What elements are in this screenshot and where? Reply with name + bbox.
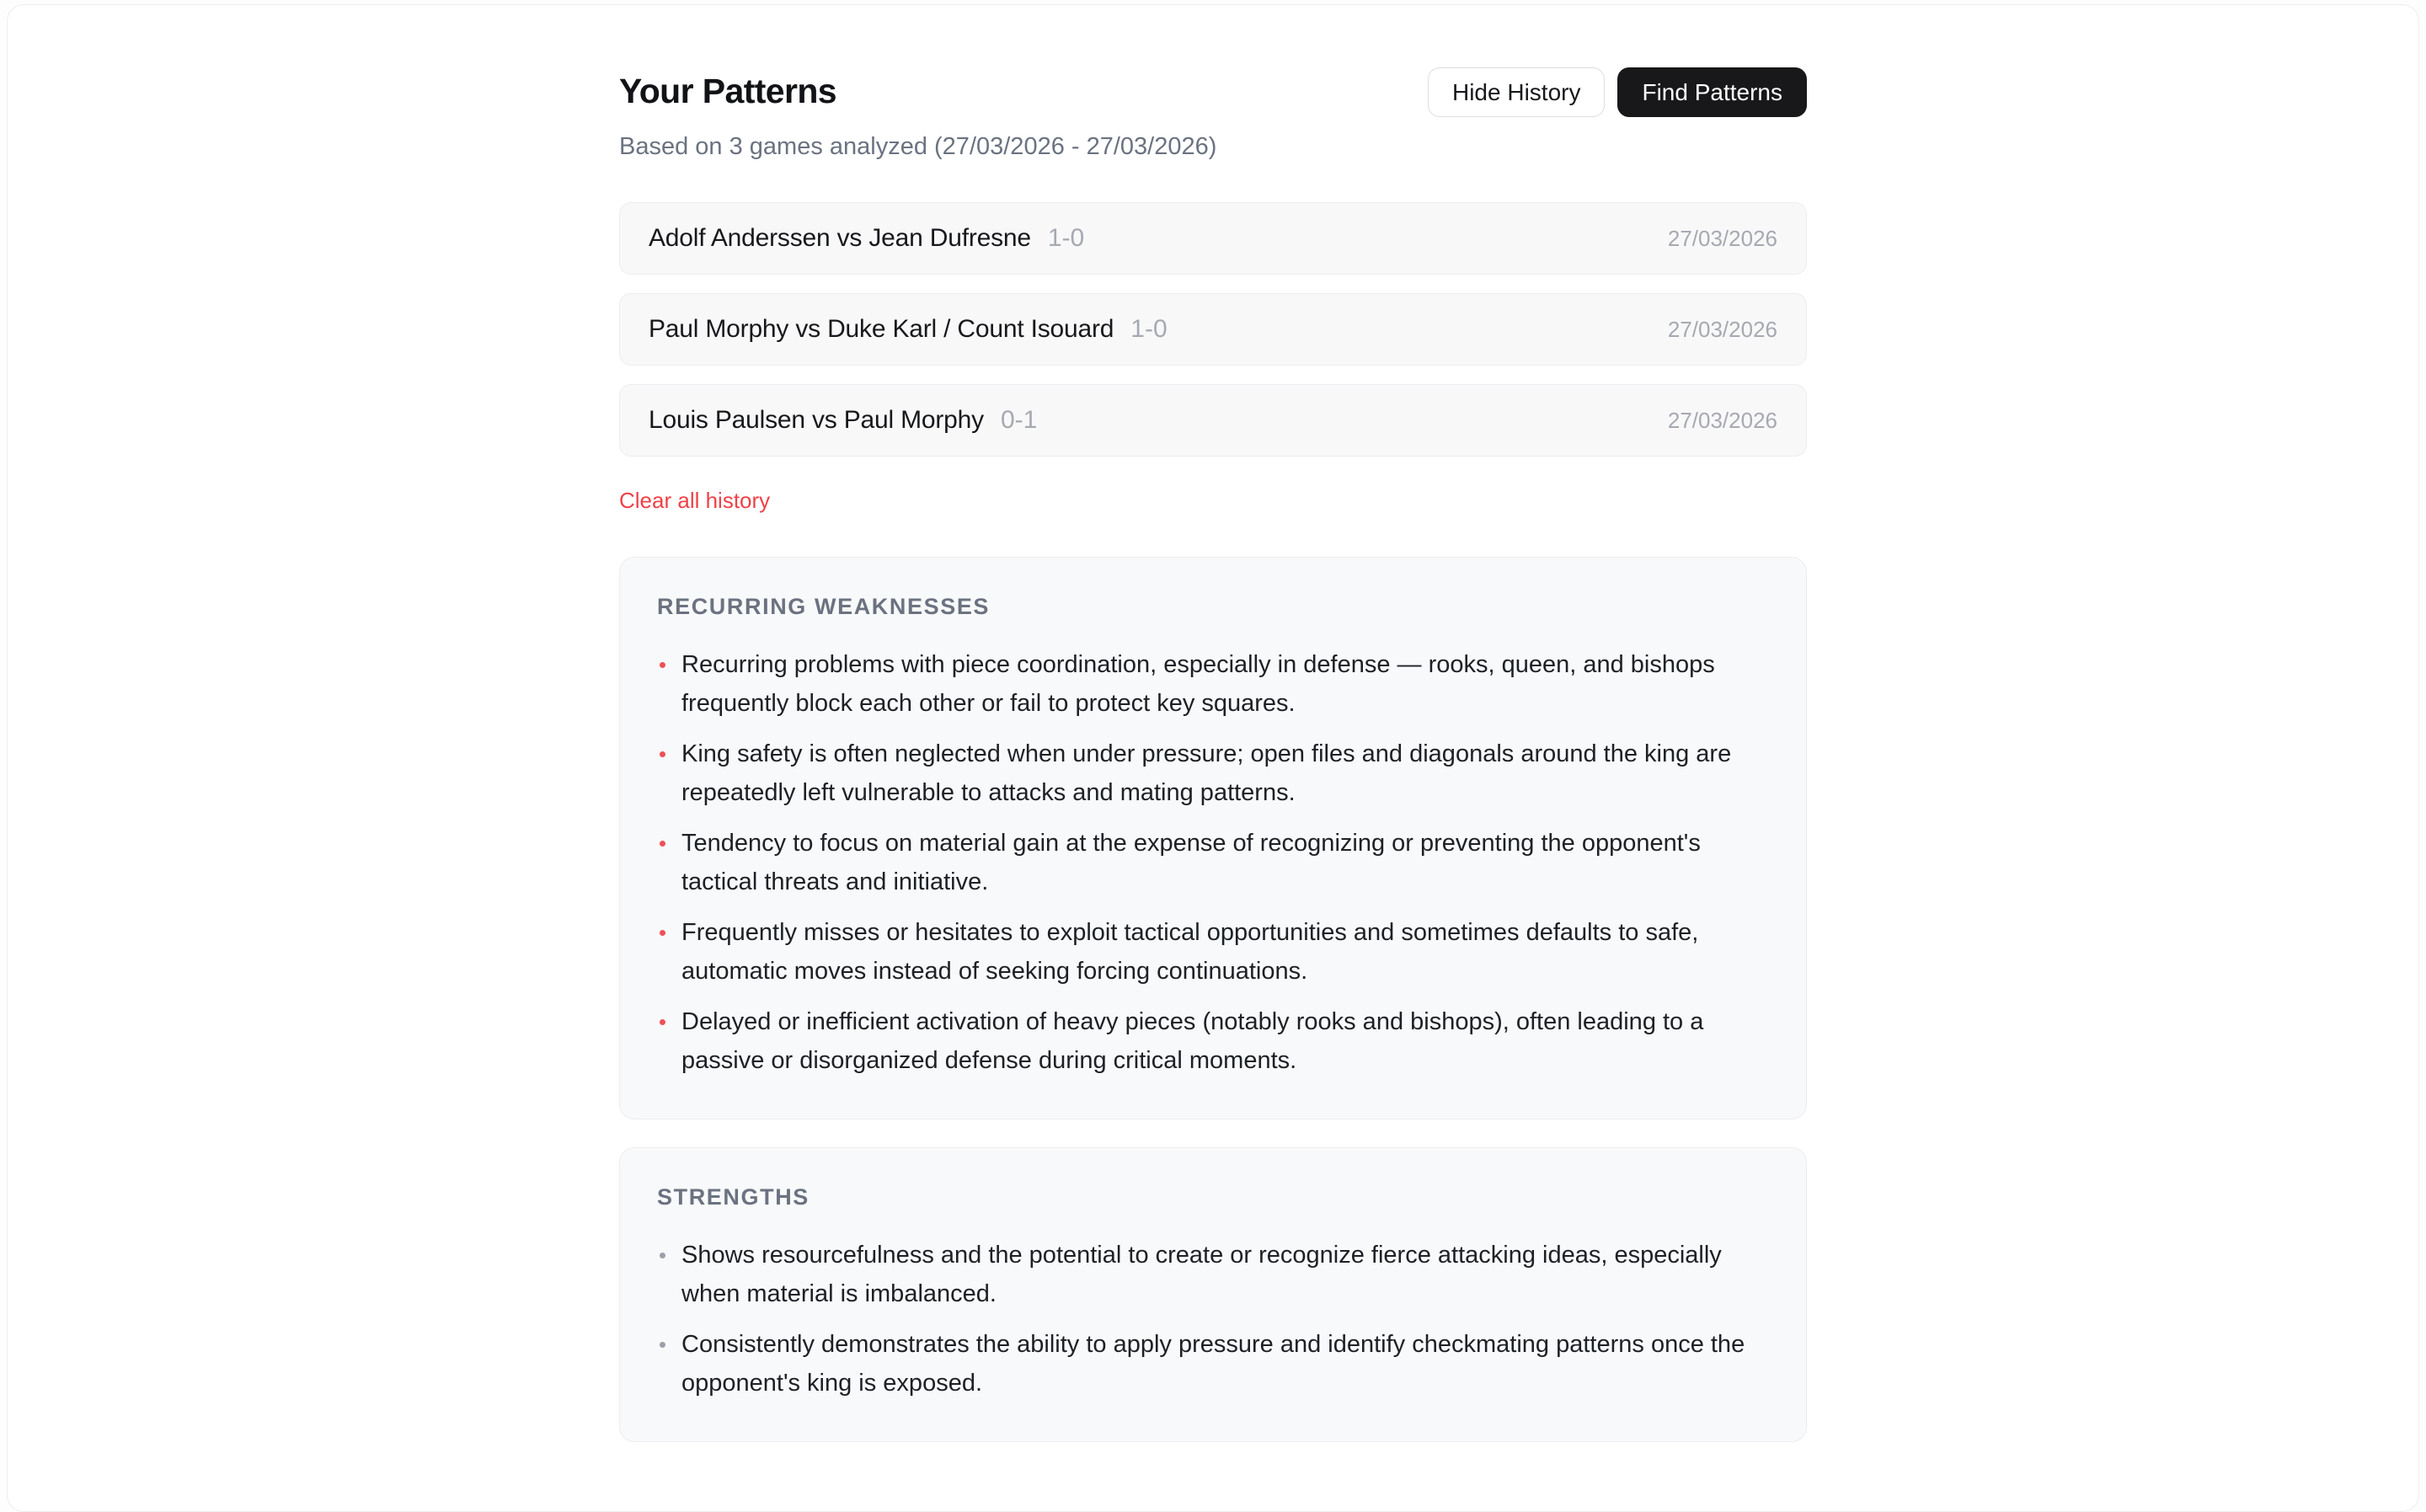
bullet-dot-icon	[660, 751, 665, 757]
strengths-list	[657, 1236, 1769, 1402]
header-text-block	[619, 66, 1216, 161]
patterns-panel	[7, 4, 2419, 1512]
game-date: 27/03/2026	[1667, 316, 1777, 342]
bullet-dot-icon	[660, 1342, 665, 1348]
weakness-text: King safety is often neglected when under pressure; open files and diagonals around the king are repeatedly left vulnerable to attacks and mating patterns.	[681, 740, 1732, 806]
find-patterns-button[interactable]: Find Patterns	[1617, 67, 1807, 117]
bullet-dot-icon	[660, 841, 665, 847]
strength-text: Shows resourcefulness and the potential to create or recognize fierce attacking ideas, especially when material is imbalanced.	[681, 1242, 1722, 1307]
bullet-dot-icon	[660, 930, 665, 936]
game-history-row[interactable]	[619, 202, 1807, 275]
strength-item	[657, 1236, 1752, 1313]
game-result: 1-0	[1130, 315, 1168, 343]
strengths-heading: STRENGTHS	[657, 1184, 810, 1210]
strength-item	[657, 1325, 1752, 1402]
patterns-header	[619, 66, 1807, 161]
bullet-dot-icon	[660, 1253, 665, 1258]
strength-text: Consistently demonstrates the ability to apply pressure and identify checkmating patterns once the opponent's king is exposed.	[681, 1331, 1745, 1397]
page-title: Your Patterns	[619, 72, 836, 110]
weakness-text: Tendency to focus on material gain at the expense of recognizing or preventing the opponent's tactical threats and initiative.	[681, 830, 1701, 895]
game-players: Louis Paulsen vs Paul Morphy	[649, 406, 984, 434]
game-result: 0-1	[1000, 406, 1038, 434]
game-history-row[interactable]	[619, 293, 1807, 366]
weaknesses-list	[657, 645, 1769, 1080]
game-result: 1-0	[1047, 224, 1085, 252]
weakness-item	[657, 824, 1752, 901]
weakness-item	[657, 735, 1752, 812]
game-players: Paul Morphy vs Duke Karl / Count Isouard	[649, 315, 1114, 343]
weakness-text: Delayed or inefficient activation of heavy pieces (notably rooks and bishops), often leading to a passive or disorganized defense during critical moments.	[681, 1008, 1704, 1074]
clear-all-history-link[interactable]: Clear all history	[619, 488, 771, 513]
weakness-text: Recurring problems with piece coordination, especially in defense — rooks, queen, and bishops frequently block each other or fail to protect key squares.	[681, 651, 1715, 717]
game-history-list	[619, 202, 1807, 457]
bullet-dot-icon	[660, 662, 665, 668]
recurring-weaknesses-card	[619, 557, 1807, 1119]
header-actions	[1428, 67, 1807, 117]
weakness-item	[657, 913, 1752, 991]
bullet-dot-icon	[660, 1019, 665, 1025]
weakness-item	[657, 1002, 1752, 1080]
weaknesses-heading: RECURRING WEAKNESSES	[657, 594, 991, 619]
game-history-row[interactable]	[619, 384, 1807, 457]
hide-history-button[interactable]: Hide History	[1428, 67, 1605, 117]
game-date: 27/03/2026	[1667, 225, 1777, 251]
patterns-content	[619, 5, 1807, 1442]
game-players: Adolf Anderssen vs Jean Dufresne	[649, 224, 1031, 252]
weakness-item	[657, 645, 1752, 723]
weakness-text: Frequently misses or hesitates to exploit tactical opportunities and sometimes defaults to safe, automatic moves instead of seeking forcing continuations.	[681, 919, 1699, 985]
strengths-card	[619, 1147, 1807, 1442]
page-subtitle: Based on 3 games analyzed (27/03/2026 - 27/03/2026)	[619, 133, 1217, 160]
game-date: 27/03/2026	[1667, 407, 1777, 433]
